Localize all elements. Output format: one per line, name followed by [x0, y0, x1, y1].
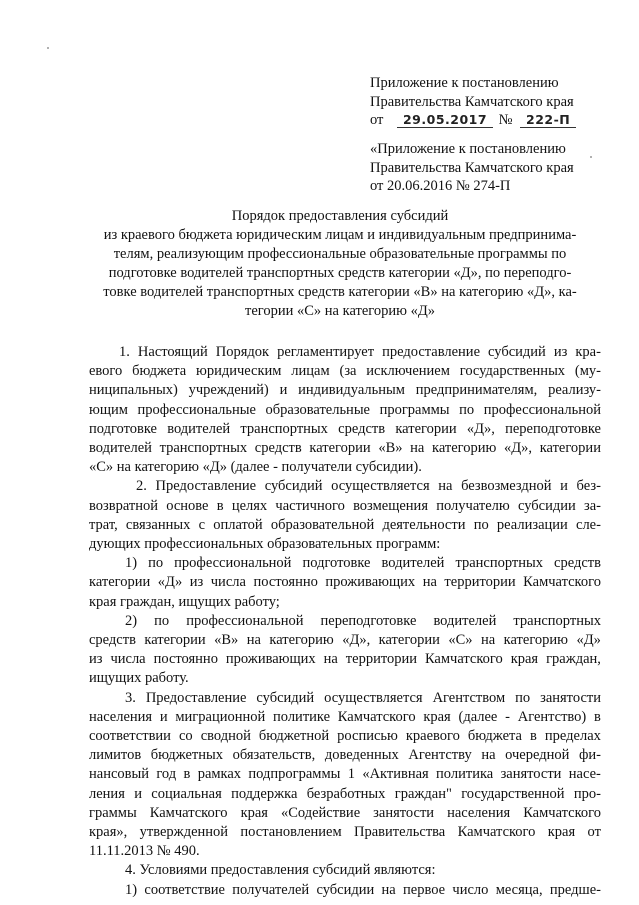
word: категории	[309, 440, 371, 457]
body-line	[89, 689, 601, 708]
word: на	[410, 440, 425, 457]
word: категории	[395, 420, 457, 437]
word: субсидии	[517, 497, 576, 514]
word: профессиональной	[174, 555, 292, 572]
word: лимитов	[89, 747, 142, 764]
word: бюджетных	[150, 747, 223, 764]
word: реализации	[496, 516, 568, 533]
word: возмещения	[353, 497, 428, 514]
document-title	[80, 207, 600, 321]
word: 3.	[125, 689, 136, 706]
word: от	[587, 824, 601, 841]
word: водителей	[167, 420, 231, 437]
word: фи-	[578, 747, 601, 764]
word: (за	[339, 363, 357, 380]
word: на	[323, 651, 338, 668]
title-line: телям, реализующим профессиональные образовательные программы по	[113, 246, 567, 262]
word: получателей	[232, 881, 310, 898]
word: получателю	[436, 497, 510, 514]
word: образовательные	[265, 401, 370, 418]
word: переподготовке	[505, 420, 601, 437]
word: на	[481, 747, 496, 764]
word: программы	[379, 401, 450, 418]
word: субсидий	[264, 478, 323, 495]
word: частичного	[275, 497, 345, 514]
body-line	[89, 823, 601, 842]
word: ющим	[89, 401, 128, 418]
word: на	[481, 632, 496, 649]
word: росписью	[337, 728, 398, 745]
word: -	[505, 708, 510, 725]
word: подготовке	[302, 555, 371, 572]
body-line	[89, 516, 601, 535]
word: населения	[89, 708, 153, 725]
previous-appendix-header	[370, 140, 630, 196]
scan-speck	[47, 47, 49, 49]
word: в	[216, 497, 224, 514]
word: средств	[554, 555, 601, 572]
word: Камчатского	[457, 824, 536, 841]
word: «Активная	[362, 766, 429, 783]
word: обязательств,	[232, 747, 316, 764]
word: граждан,	[546, 651, 601, 668]
previous-appendix-line: от 20.06.2016 № 274-П	[370, 178, 511, 194]
word: категории	[144, 632, 206, 649]
word: юридическим	[195, 363, 282, 380]
word: из	[89, 651, 103, 668]
word: Камчатского	[523, 804, 601, 821]
word: края	[510, 651, 539, 668]
word: «В»	[378, 440, 403, 457]
word: в	[183, 766, 191, 783]
appendix-header	[370, 74, 630, 130]
body-line	[89, 765, 601, 784]
word: Камчатского	[523, 574, 601, 591]
body-line	[89, 420, 601, 439]
word: граждан"	[394, 785, 452, 802]
word: территории	[345, 651, 417, 668]
previous-appendix-line: Правительства Камчатского края	[370, 159, 574, 176]
body-line	[89, 554, 601, 573]
word: территории	[444, 574, 516, 591]
word: 2.	[136, 478, 147, 495]
body-line	[89, 439, 601, 458]
word: «Д»,	[504, 440, 533, 457]
body-line	[89, 881, 601, 900]
word: транспортных	[159, 440, 248, 457]
word: бюджета	[467, 728, 522, 745]
word: лицам	[291, 363, 330, 380]
word: по	[459, 401, 475, 418]
body-line	[89, 804, 601, 823]
word: политика	[436, 766, 494, 783]
word: края	[547, 824, 576, 841]
word: и	[560, 478, 568, 495]
body-line	[89, 746, 601, 765]
word: миграционной	[175, 708, 266, 725]
body-line	[89, 573, 601, 592]
word: на	[246, 632, 261, 649]
word: предоставление	[382, 344, 481, 360]
body-line	[89, 477, 601, 496]
word: поддержка	[231, 785, 298, 802]
word: занятости	[373, 804, 435, 821]
word: категорию	[269, 632, 334, 649]
word: государственных	[459, 363, 566, 380]
word: предше-	[549, 881, 601, 898]
word: подпрограммы	[248, 766, 341, 783]
word: из	[189, 574, 204, 591]
word: политике	[273, 708, 331, 725]
word: евого	[89, 363, 123, 380]
word: бюджета	[132, 363, 187, 380]
word: категорию	[503, 632, 569, 649]
word: населения	[447, 804, 511, 821]
word: без-	[576, 478, 601, 495]
body-line: 11.11.2013 № 490.	[89, 843, 200, 860]
body-line: 4. Условиями предоставления субсидий являются:	[125, 862, 436, 879]
word: утвержденной	[139, 824, 229, 841]
word: профессиональной	[186, 612, 304, 629]
word: осуществляется	[324, 689, 423, 706]
word: за-	[583, 497, 601, 514]
body-line: ищущих работу.	[89, 670, 189, 687]
word: и	[159, 708, 168, 725]
title-line: подготовке водителей транспортных средств категории «Д», по переподго-	[108, 265, 572, 281]
word: числа	[110, 651, 146, 668]
word: занятости	[500, 766, 562, 783]
word: ления	[89, 785, 125, 802]
word: на	[438, 478, 453, 495]
body-line: дующих профессиональных образовательных программ:	[89, 536, 441, 553]
body-line	[89, 612, 601, 631]
appendix-header-line: Правительства Камчатского края	[370, 93, 574, 110]
word: основе	[166, 497, 209, 514]
word: «Д»	[576, 632, 601, 649]
date-prefix: от	[370, 112, 384, 128]
word: оплатой	[213, 516, 263, 533]
scan-speck	[590, 156, 592, 158]
word: сводной	[200, 728, 251, 745]
word: государственной	[461, 785, 565, 802]
word: на	[422, 574, 437, 591]
body-line: «С» на категорию «Д» (далее - получатели субсидии).	[89, 459, 422, 476]
word: числа	[210, 574, 246, 591]
body-line	[89, 343, 601, 362]
word: (му-	[574, 363, 601, 380]
word: рамках	[197, 766, 242, 783]
word: насе-	[568, 766, 601, 783]
word: реализу-	[548, 382, 601, 399]
word: категории	[539, 440, 601, 457]
body-line	[89, 381, 601, 400]
word: учреждений)	[188, 382, 269, 399]
word: сле-	[576, 516, 601, 533]
word: субсидий	[256, 689, 315, 706]
body-line	[89, 727, 601, 746]
word: профессиональной	[483, 401, 601, 418]
word: трат,	[89, 516, 118, 533]
word: 1	[347, 766, 355, 783]
word: по	[154, 612, 170, 629]
word: проживающих	[325, 574, 416, 591]
word: «Д»,	[342, 632, 371, 649]
word: «В»	[214, 632, 239, 649]
word: ниципальных)	[89, 382, 178, 399]
word: подготовке	[89, 420, 157, 437]
previous-appendix-line: «Приложение к постановлению	[370, 141, 566, 157]
body-line	[89, 650, 601, 669]
title-line: Порядок предоставления субсидий	[231, 208, 449, 224]
title-line: товке водителей транспортных средств категории «В» на категорию «Д», ка-	[103, 284, 577, 300]
word: и	[279, 382, 288, 399]
word: из	[553, 344, 568, 360]
word: год	[156, 766, 177, 783]
word: пределах	[544, 728, 601, 745]
word: Настоящий	[137, 344, 208, 360]
word: целях	[231, 497, 268, 514]
word: Камчатского	[149, 804, 228, 821]
word: проживающих	[225, 651, 316, 668]
word: транспортных	[455, 555, 544, 572]
word: Агентством	[432, 689, 506, 706]
word: постановлением	[240, 824, 342, 841]
word: Правительства	[354, 824, 446, 841]
word: доведенных	[324, 747, 399, 764]
word: субсидий	[488, 344, 546, 360]
word: деятельности	[382, 516, 466, 533]
title-line: из краевого бюджета юридическим лицам и индивидуальным предпринима-	[103, 227, 577, 243]
word: водителей	[433, 612, 497, 629]
appendix-header-date-line	[370, 111, 630, 130]
word: и	[134, 785, 142, 802]
word: водителей	[89, 440, 152, 457]
word: «Содействие	[280, 804, 361, 821]
word: по	[473, 516, 489, 533]
word: Агентству	[408, 747, 472, 764]
word: с	[198, 516, 206, 533]
word: постоянно	[153, 651, 218, 668]
word: края»,	[89, 824, 128, 841]
word: осуществляется	[331, 478, 430, 495]
word: краевого	[405, 728, 460, 745]
word: по	[515, 689, 531, 706]
word: постоянно	[253, 574, 318, 591]
word: по	[148, 555, 164, 572]
word: граммы	[89, 804, 137, 821]
body-line	[89, 785, 601, 804]
word: образовательной	[270, 516, 375, 533]
title-line: тегории «С» на категорию «Д»	[245, 303, 435, 319]
word: транспортных	[240, 420, 328, 437]
word: первое	[403, 881, 446, 898]
word: 1)	[125, 555, 138, 572]
word: средств	[254, 440, 302, 457]
word: 1.	[119, 344, 130, 360]
word: «Д»	[157, 574, 183, 591]
word: Агентство)	[517, 708, 587, 725]
word: про-	[573, 785, 601, 802]
word: Предоставление	[155, 478, 257, 495]
word: 1)	[125, 881, 138, 898]
word: регламентирует	[277, 344, 375, 360]
word: (далее	[458, 708, 498, 725]
word: соответствие	[144, 881, 225, 898]
word: со	[178, 728, 193, 745]
word: края	[423, 708, 451, 725]
word: социальная	[151, 785, 222, 802]
word: субсидии	[316, 881, 375, 898]
word: 2)	[125, 612, 138, 629]
word: месяца,	[495, 881, 543, 898]
word: профессиональные	[137, 401, 256, 418]
word: безвозмездной	[461, 478, 552, 495]
word: безработных	[306, 785, 386, 802]
word: категории	[378, 632, 440, 649]
word: категорию	[432, 440, 497, 457]
body-line	[89, 708, 601, 727]
word: переподготовке	[320, 612, 417, 629]
word: предпринимателям,	[415, 382, 538, 399]
word: возвратной	[89, 497, 158, 514]
word: очередной	[505, 747, 570, 764]
word: кра-	[575, 344, 601, 360]
word: Предоставление	[145, 689, 247, 706]
word: соответствии	[89, 728, 171, 745]
word: в	[530, 728, 537, 745]
word: водителей	[381, 555, 445, 572]
word: средств	[338, 420, 386, 437]
word: на	[381, 881, 396, 898]
word: «С»	[448, 632, 473, 649]
word: бюджетной	[258, 728, 330, 745]
body-line	[89, 631, 601, 650]
body-line	[89, 362, 601, 381]
word: нансовый	[89, 766, 149, 783]
body-line	[89, 497, 601, 516]
appendix-header-line: Приложение к постановлению	[370, 75, 559, 91]
number-sign: №	[498, 112, 513, 128]
word: число	[452, 881, 489, 898]
word: «Д»,	[466, 420, 495, 437]
body-line: края граждан, ищущих работу;	[89, 593, 280, 610]
word: транспортных	[513, 612, 601, 629]
word: индивидуальным	[298, 382, 405, 399]
word: Камчатского	[424, 651, 503, 668]
document-body	[89, 343, 601, 900]
handwritten-number: 222-П	[520, 113, 576, 128]
word: Камчатского	[337, 708, 416, 725]
word: связанных	[125, 516, 191, 533]
handwritten-date: 29.05.2017	[397, 113, 493, 128]
word: в	[594, 708, 601, 725]
body-line	[89, 401, 601, 420]
word: Порядок	[215, 344, 270, 360]
word: занятости	[540, 689, 601, 706]
word: категории	[89, 574, 151, 591]
word: средств	[89, 632, 136, 649]
word: края	[240, 804, 268, 821]
word: исключением	[366, 363, 450, 380]
